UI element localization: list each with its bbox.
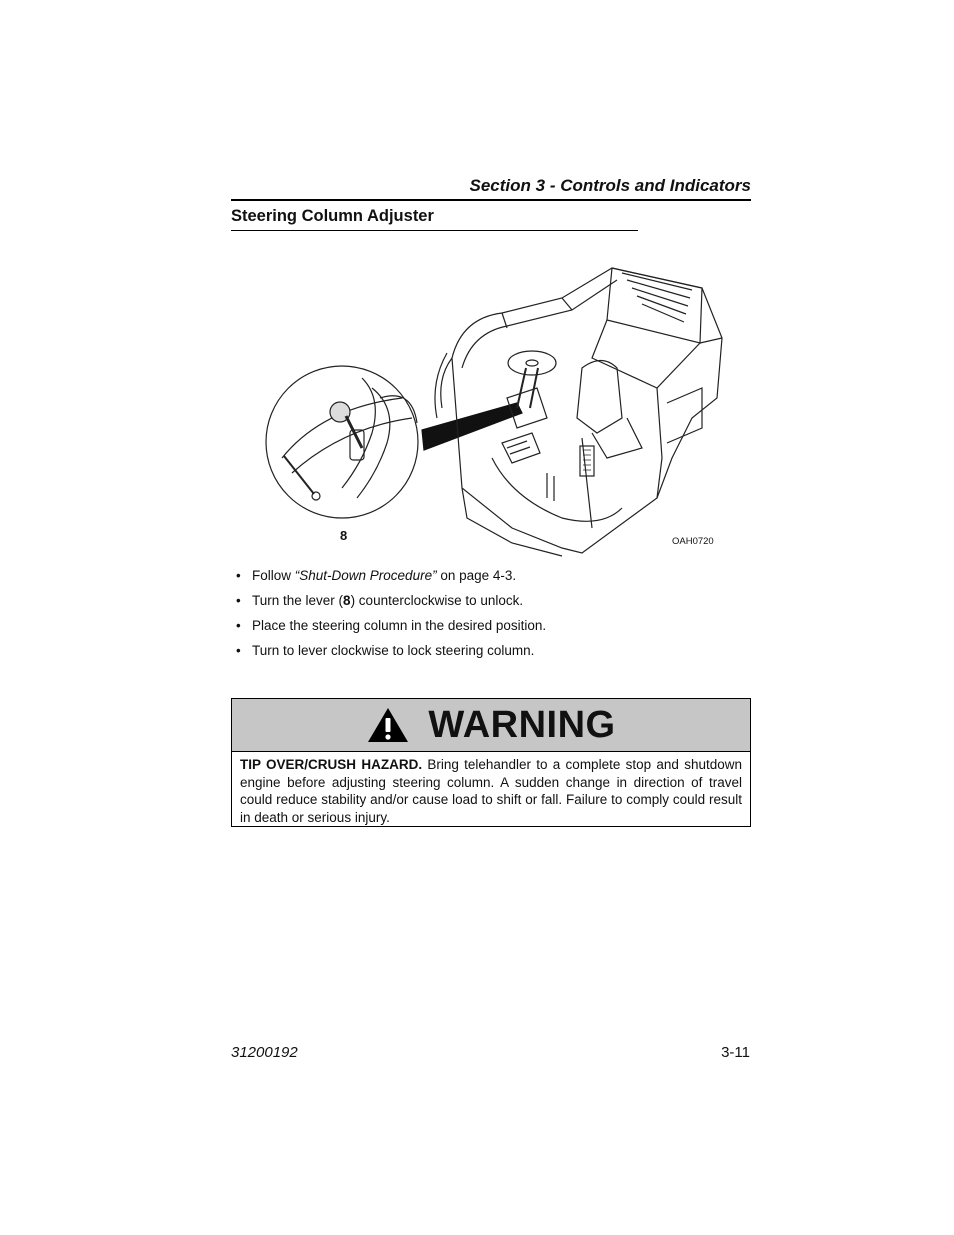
detail-circle: [266, 366, 418, 518]
bullet-text: Turn the lever (: [252, 593, 344, 608]
bullet-text: Place the steering column in the desired position.: [252, 618, 547, 633]
callout-label: 8: [340, 528, 348, 543]
warning-lead: TIP OVER/CRUSH HAZARD.: [240, 757, 423, 772]
warning-text: [232, 752, 750, 826]
bullet-glyph: •: [236, 618, 241, 633]
bullet-text: Follow: [252, 568, 295, 583]
list-item: [236, 566, 756, 591]
figure-id: OAH0720: [672, 536, 714, 547]
bullet-bold: 8: [343, 593, 351, 608]
bullet-emphasis: “Shut-Down Procedure”: [294, 568, 437, 583]
page-number: 3-11: [721, 1044, 750, 1061]
cab-drawing: [262, 258, 728, 558]
bullet-text: ) counterclockwise to unlock.: [350, 593, 524, 608]
warning-triangle-icon: [366, 706, 410, 744]
section-header: Section 3 - Controls and Indicators: [231, 176, 751, 201]
page-title: Steering Column Adjuster: [231, 206, 638, 231]
list-item: [236, 591, 756, 616]
warning-header: [232, 699, 750, 752]
warning-body: Bring telehandler to a complete stop and shutdown engine before adjusting steering column. A sudden change in direction of travel could reduce stability and/or cause load to shift or fall. Failure to comply could result in death or serious injury.: [240, 757, 743, 825]
bullet-glyph: •: [236, 568, 241, 583]
bullet-glyph: •: [236, 593, 241, 608]
bullet-text: on page 4-3.: [436, 568, 517, 583]
document-number: 31200192: [231, 1044, 298, 1061]
list-item: [236, 641, 756, 666]
bullet-text: Turn to lever clockwise to lock steering column.: [252, 643, 535, 658]
instruction-list: [236, 566, 756, 666]
warning-box: [231, 698, 751, 827]
bullet-glyph: •: [236, 643, 241, 658]
warning-title: WARNING: [428, 703, 616, 746]
cab-illustration: [262, 258, 728, 558]
list-item: [236, 616, 756, 641]
